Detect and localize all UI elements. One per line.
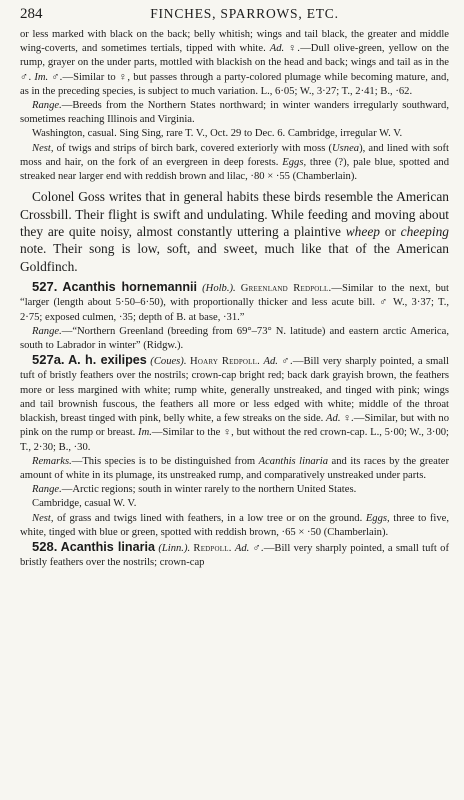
page-header [20,6,449,28]
authority: (Holb.). [202,283,236,295]
scientific-name: Acanthis linaria [60,539,156,554]
label-eggs: Eggs, [282,156,307,168]
habits-paragraph [20,188,449,275]
entry-527 [20,280,449,325]
running-head: FINCHES, SPARROWS, ETC. [150,6,339,21]
text: —Similar to the next, but “larger (length about 5·50–6·50), with proportionally thicker and less acute bill. ♂ W., 3·37; T., 2·75; exposed culmen, ·35; depth of B. at base, ·31.” [20,283,449,323]
text: —Similar, but with no pink on the rump or breast. [20,413,449,439]
label-adult-female: Ad. ♀. [269,43,301,55]
common-name: Redpoll. [193,542,232,554]
italic-cheeping: cheeping [400,224,449,240]
common-name: Hoary Redpoll. [190,356,260,368]
italic-usnea: Usnea [332,142,360,154]
text: ), and lined with soft moss and hair, on the fork of an evergreen in deep forests. [20,142,449,168]
locality-paragraph [20,127,449,141]
text: —Similar to ♀, but passes through a party-colored plumage while becoming mature, and, as in the preceding species, is subject to much variation. L., 6·05; W., 3·27; T., 2·41; B., ·62. [20,71,449,97]
text: —Breeds from the Northern States northward; in winter wanders irregularly southward, sometimes reaching Illinois and Virginia. [20,100,449,126]
text: —“Northern Greenland (breeding from 69°–73° N. latitude) and eastern arctic America, south to Labrador in winter” (Ridgw.). [20,325,449,352]
text: or less marked with black on the back; belly whitish; wings and tail black, the greater and middle wing-coverts, and sometimes tertials, tipped with white. [20,29,449,55]
text: three to five, white, tinged with blue or green, spotted with reddish brown, ·65 × ·50 (Chamberlain). [20,512,449,538]
text: of twigs and strips of birch bark, covered exteriorly with moss ( [53,142,333,154]
text: Colonel Goss writes that in general habits these birds resemble the American Crossbill. Their flight is swift and undulating. While feeding and moving about they are quite noisy, almost constantly uttering a plaintive [20,189,449,240]
label-immature: Im. [138,427,152,439]
text: Washington, casual. Sing Sing, rare T. V., Oct. 29 to Dec. 6. Cambridge, irregular W. V. [32,128,403,140]
scientific-name: A. h. exilipes [68,353,147,368]
description-continued [20,28,449,99]
entry-527a [20,353,449,454]
label-remarks: Remarks. [32,455,72,467]
label-eggs: Eggs, [365,512,390,524]
text: of grass and twigs lined with feathers, in a low tree or on the ground. [53,512,366,524]
text: three (?), pale blue, spotted and streaked near larger end with reddish brown and lilac, ·80 × ·55 (Chamberlain). [20,156,449,183]
text: or [379,224,401,240]
text: —Bill very sharply pointed, a small tuft of bristly feathers over the nostrils; crown-cap [20,542,449,569]
scientific-name: Acanthis hornemannii [62,280,198,295]
page-number: 284 [20,6,43,22]
label-immature-male: Im. ♂. [34,71,63,83]
locality-527a [20,497,449,511]
text: —This species is to be distinguished from [71,455,259,467]
entry-528 [20,540,449,570]
authority: (Linn.). [158,542,191,554]
range-paragraph [20,99,449,127]
entry-number: 528. [32,538,58,554]
label-range: Range. [32,484,62,496]
text: and its races by the greater amount of white in its plumage, its unstreaked rump, and comparatively unstreaked under parts. [20,455,449,481]
range-527 [20,325,449,353]
text: —Similar to the ♀, but without the red crown-cap. L., 5·00; W., 3·00; T., 2·30; B., ·30. [20,427,449,453]
text: note. Their song is low, soft, and sweet, much like that of the American Goldfinch. [20,241,449,274]
range-527a [20,483,449,497]
label-adult-male: Ad. ♂. [234,542,264,554]
nest-527a [20,512,449,540]
text: Cambridge, casual W. V. [32,498,137,510]
text: —Dull olive-green, yellow on the rump, grayer on the under parts, mottled with blackish on the head and back; wings and tail as in the ♂. [20,43,450,83]
label-range: Range. [32,100,62,112]
italic-wheep: wheep [345,224,380,240]
nest-paragraph [20,142,449,185]
authority: (Coues). [150,356,187,368]
label-nest: Nest, [32,142,54,154]
text: —Arctic regions; south in winter rarely to the northern United States. [61,484,357,496]
label-nest: Nest, [32,512,54,524]
species-reference: Acanthis linaria [258,455,329,467]
label-range: Range. [32,325,62,337]
remarks-527a [20,455,449,483]
text: —Bill very sharply pointed, a small tuft of bristly feathers over the nostrils; crown-cap bright red; back dark grayish brown, the feathers more or less margined with white; rump white, generally unstreaked, and tinged with pink; wings and tail brownish fuscous, the feathers all more or less edged with white; middle of the throat blackish, breast tinged with pink, belly white, a few streaks on the side. [20,356,449,425]
label-adult-male: Ad. ♂. [263,356,293,368]
entry-number: 527. [32,279,58,295]
entry-number: 527a. [32,352,65,368]
label-adult-female: Ad. ♀. [326,413,354,425]
common-name: Greenland Redpoll. [240,283,332,295]
